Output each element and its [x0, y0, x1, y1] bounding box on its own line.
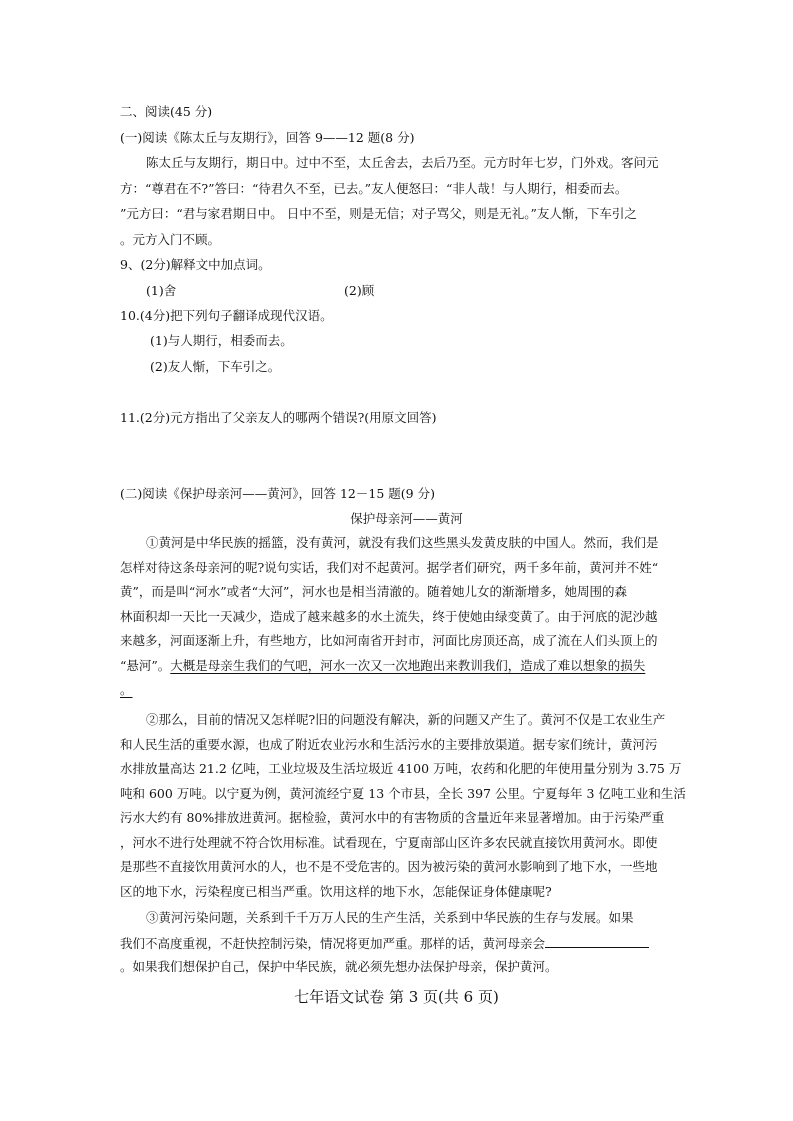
- passage-line-1: 陈太丘与友期行，期日中。过中不至，太丘舍去，去后乃至。元方时年七岁，门外戏。客问元: [146, 155, 659, 170]
- para2-line-7: 是那些不直接饮用黄河水的人，也不是不受危害的。因为被污染的黄河水影响到了地下水，一些地: [120, 859, 658, 874]
- para2-line-6: ，河水不进行处理就不符合饮用标准。试看现在，宁夏南部山区许多农民就直接饮用黄河水。即使: [120, 835, 658, 850]
- question-9-item-2: (2)顾: [344, 283, 375, 298]
- para2-line-8: 区的地下水，污染程度已相当严重。饮用这样的地下水，怎能保证身体健康呢?: [120, 884, 552, 899]
- para1-line-5: 来越多，河面逐渐上升，有些地方，比如河南省开封市，河面比房顶还高，成了流在人们头顶上的: [120, 633, 658, 648]
- part1-header: (一)阅读《陈太丘与友期行》，回答 9——12 题(8 分): [120, 130, 415, 145]
- passage-line-2: 方：“尊君在不?”答曰：“待君久不至，已去。”友人便怒曰：“非人哉！与人期行，相委而去。: [120, 181, 628, 196]
- para1-line-6-plain: “悬河”。: [120, 658, 171, 673]
- part2-header: (二)阅读《保护母亲河——黄河》，回答 12－15 题(9 分): [120, 486, 435, 501]
- para1-line-1: ①黄河是中华民族的摇篮，没有黄河，就没有我们这些黑头发黄皮肤的中国人。然而，我们是: [146, 535, 659, 550]
- para1-line-7: [120, 682, 133, 698]
- para3-line-2-text: 我们不高度重视，不赶快控制污染，情况将更加严重。那样的话，黄河母亲会: [120, 936, 546, 951]
- para3-line-2: [120, 935, 649, 952]
- para1-line-2: 怎样对待这条母亲河的呢?说句实话，我们对不起黄河。据学者们研究，两千多年前，黄河并不姓“: [120, 560, 659, 575]
- para1-line-6: [120, 658, 645, 674]
- question-10-item-2: (2)友人惭，下车引之。: [150, 359, 281, 374]
- para2-line-5: 污水大约有 80%排放进黄河。据检验，黄河水中的有害物质的含量近年来显著增加。由于污染严重: [120, 810, 665, 825]
- question-11-prompt: 11.(2分)元方指出了父亲友人的哪两个错误?(用原文回答): [120, 410, 437, 425]
- para2-line-1: ②那么，目前的情况又怎样呢?旧的问题没有解决，新的问题又产生了。黄河不仅是工农业生产: [146, 712, 666, 727]
- page-footer: 七年语文试卷 第 3 页(共 6 页): [294, 988, 499, 1006]
- para2-line-4: 吨和 600 万吨。以宁夏为例，黄河流经宁夏 13 个市县，全长 397 公里。宁夏每年 3 亿吨工业和生活: [120, 786, 686, 801]
- para2-line-2: 和人民生活的重要水源，也成了附近农业污水和生活污水的主要排放渠道。据专家们统计，黄河污: [120, 737, 658, 752]
- question-9-item-1: (1)舍: [146, 283, 177, 298]
- para1-line-3: 黄”，而是叫“河水”或者“大河”，河水也是相当清澈的。随着她儿女的渐渐增多，她周围的森: [120, 584, 627, 599]
- para2-line-3: 水排放量高达 21.2 亿吨，工业垃圾及生活垃圾近 4100 万吨，农药和化肥的年使用量分别为 3.75 万: [120, 761, 682, 776]
- answer-blank[interactable]: [545, 935, 649, 948]
- question-10-item-1: (1)与人期行，相委而去。: [150, 333, 293, 348]
- para1-underlined-sentence: 大概是母亲生我们的气吧，河水一次又一次地跑出来教训我们，造成了难以想象的损失: [170, 658, 646, 673]
- para3-line-1: ③黄河污染问题，关系到千千万万人民的生产生活，关系到中华民族的生存与发展。如果: [146, 910, 634, 925]
- passage-line-4: 。元方入门不顾。: [120, 232, 221, 247]
- article-title: 保护母亲河——黄河: [350, 511, 463, 526]
- passage-line-3: ”元方曰：“君与家君期日中。 日中不至，则是无信；对子骂父，则是无礼。”友人惭，下车引之: [120, 206, 637, 221]
- question-10-prompt: 10.(4分)把下列句子翻译成现代汉语。: [120, 308, 333, 323]
- para1-underlined-tail: 。: [120, 682, 133, 697]
- para1-line-4: 林面积却一天比一天减少，造成了越来越多的水土流失，终于使她由绿变黄了。由于河底的泥沙越: [120, 609, 658, 624]
- para3-line-3: 。如果我们想保护自己，保护中华民族，就必须先想办法保护母亲，保护黄河。: [120, 959, 558, 974]
- question-9-prompt: 9、(2分)解释文中加点词。: [120, 257, 271, 272]
- section-title: 二、阅读(45 分): [120, 104, 213, 119]
